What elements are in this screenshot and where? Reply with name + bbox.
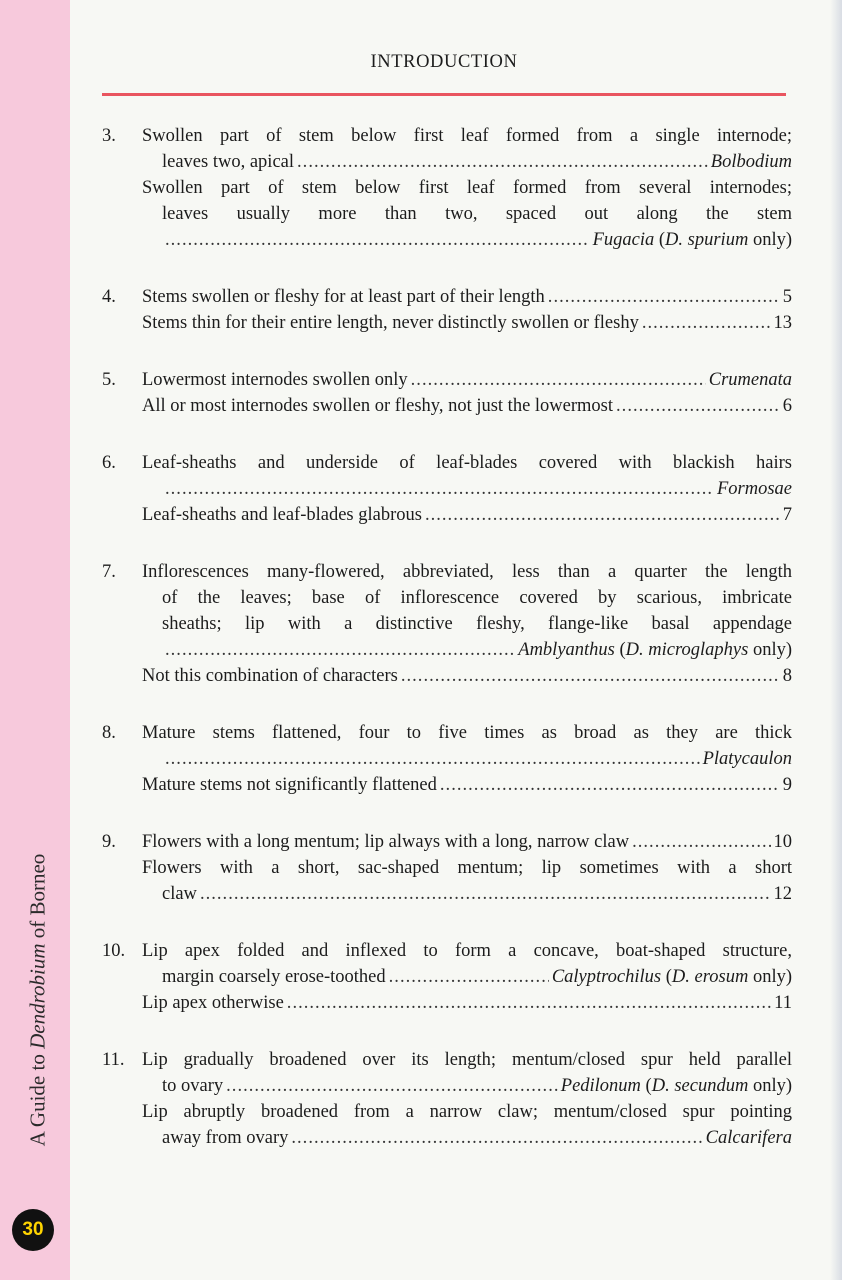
lead-line: [162, 1073, 792, 1099]
header-rule: [102, 93, 786, 96]
dot-leader: [440, 772, 780, 798]
lead-text: Flowers with a long mentum; lip always with a long, narrow claw: [142, 832, 630, 852]
lead-text: Mature stems not significantly flattened: [142, 775, 437, 795]
lead-result: [717, 476, 792, 502]
dot-leader: [411, 367, 706, 393]
lead-text: Not this combination of characters: [142, 666, 398, 686]
key-lead: [142, 1099, 792, 1151]
lead-text: leaves usually more than two, spaced out along the stem: [162, 204, 792, 224]
result-detail: (D. secundum only): [640, 1076, 792, 1096]
lead-line: [142, 938, 792, 964]
result-taxon: Calcarifera: [705, 1128, 792, 1148]
lead-result: [783, 502, 792, 528]
lead-result: [518, 637, 792, 663]
result-detail: 5: [782, 287, 792, 307]
key-couplet: [102, 559, 792, 689]
key-couplet: [102, 1047, 792, 1151]
result-detail: 10: [773, 832, 792, 852]
lead-text: leaves two, apical: [162, 152, 295, 172]
lead-line: [142, 393, 792, 419]
result-taxon: Formosae: [716, 479, 792, 499]
lead-result: [561, 1073, 792, 1099]
result-detail: 11: [774, 993, 792, 1013]
result-taxon: Platycaulon: [702, 749, 792, 769]
lead-text: Inflorescences many-flowered, abbreviated, less than a quarter the length: [142, 562, 792, 582]
lead-result: [783, 663, 792, 689]
dot-leader: [165, 476, 714, 502]
lead-line: [162, 611, 792, 637]
dot-leader: [632, 829, 770, 855]
result-taxon: Fugacia: [592, 230, 655, 250]
lead-text: Lowermost internodes swollen only: [142, 370, 408, 390]
lead-result: [774, 829, 793, 855]
lead-line: [162, 881, 792, 907]
result-detail: 8: [782, 666, 792, 686]
key-lead: [142, 938, 792, 990]
lead-line: [142, 1047, 792, 1073]
key-lead: [142, 855, 792, 907]
lead-line: [142, 175, 792, 201]
result-detail: 7: [782, 505, 792, 525]
lead-line: [162, 201, 792, 227]
page-number-badge: [12, 1209, 54, 1251]
lead-line: [162, 637, 792, 663]
lead-text: claw: [162, 884, 197, 904]
lead-line: [142, 450, 792, 476]
lead-result: [783, 284, 792, 310]
dot-leader: [389, 964, 549, 990]
lead-result: [783, 393, 792, 419]
couplet-number: 6.: [102, 453, 116, 473]
key-couplet: [102, 284, 792, 336]
lead-text: of the leaves; base of inflorescence covered by scarious, imbricate: [162, 588, 792, 608]
dot-leader: [425, 502, 780, 528]
key-couplet: [102, 720, 792, 798]
dot-leader: [642, 310, 771, 336]
key-couplet: [102, 938, 792, 1016]
dot-leader: [165, 746, 700, 772]
key-lead: [142, 829, 792, 855]
lead-line: [162, 1125, 792, 1151]
couplet-number: 5.: [102, 370, 116, 390]
dot-leader: [165, 227, 590, 253]
page-header: INTRODUCTION: [370, 52, 518, 72]
key-couplet: [102, 123, 792, 253]
couplet-number: 11.: [102, 1050, 125, 1070]
lead-result: [593, 227, 792, 253]
key-lead: [142, 367, 792, 393]
lead-text: Swollen part of stem below first leaf formed from several internodes;: [142, 178, 792, 198]
lead-text: margin coarsely erose-toothed: [162, 967, 386, 987]
lead-result: [774, 881, 793, 907]
lead-text: to ovary: [162, 1076, 224, 1096]
lead-line: [142, 310, 792, 336]
lead-text: Lip abruptly broadened from a narrow claw; mentum/closed spur pointing: [142, 1102, 792, 1122]
result-taxon: Amblyanthus: [518, 640, 615, 660]
key-lead: [142, 720, 792, 772]
lead-line: [162, 227, 792, 253]
key-lead: [142, 1047, 792, 1099]
lead-text: Stems thin for their entire length, never distinctly swollen or fleshy: [142, 313, 639, 333]
key-lead: [142, 772, 792, 798]
lead-line: [142, 284, 792, 310]
key-lead: [142, 559, 792, 663]
result-detail: (D. microglaphys only): [614, 640, 792, 660]
page-edge-shade: [830, 0, 842, 1280]
dot-leader: [165, 637, 515, 663]
result-detail: 12: [773, 884, 792, 904]
result-detail: 9: [782, 775, 792, 795]
lead-line: [162, 964, 792, 990]
lead-line: [142, 772, 792, 798]
lead-result: [552, 964, 792, 990]
couplet-number: 8.: [102, 723, 116, 743]
lead-text: sheaths; lip with a distinctive fleshy, flange-like basal appendage: [162, 614, 792, 634]
lead-result: [783, 772, 792, 798]
identification-key: [102, 123, 792, 1182]
couplet-number: 4.: [102, 287, 116, 307]
lead-line: [142, 502, 792, 528]
key-lead: [142, 393, 792, 419]
lead-line: [142, 829, 792, 855]
key-lead: [142, 502, 792, 528]
dot-leader: [616, 393, 780, 419]
page-number: 30: [22, 1219, 44, 1240]
lead-result: [774, 990, 792, 1016]
dot-leader: [297, 149, 708, 175]
lead-line: [142, 720, 792, 746]
result-taxon: Crumenata: [708, 370, 792, 390]
dot-leader: [226, 1073, 558, 1099]
result-detail: (D. spurium only): [654, 230, 792, 250]
key-lead: [142, 310, 792, 336]
result-detail: (D. erosum only): [661, 967, 792, 987]
lead-text: Flowers with a short, sac-shaped mentum; lip sometimes with a short: [142, 858, 792, 878]
result-taxon: Calyptrochilus: [551, 967, 662, 987]
dot-leader: [401, 663, 780, 689]
key-couplet: [102, 829, 792, 907]
lead-text: Leaf-sheaths and leaf-blades glabrous: [142, 505, 422, 525]
lead-text: All or most internodes swollen or fleshy, not just the lowermost: [142, 396, 614, 416]
lead-text: Stems swollen or fleshy for at least part of their length: [142, 287, 545, 307]
lead-result: [706, 1125, 792, 1151]
lead-line: [142, 367, 792, 393]
lead-line: [142, 663, 792, 689]
lead-line: [162, 585, 792, 611]
lead-line: [142, 855, 792, 881]
lead-line: [142, 559, 792, 585]
lead-line: [142, 1099, 792, 1125]
result-taxon: Pedilonum: [560, 1076, 641, 1096]
lead-result: [774, 310, 793, 336]
lead-text: away from ovary: [162, 1128, 289, 1148]
dot-leader: [200, 881, 771, 907]
lead-result: [703, 746, 792, 772]
lead-result: [711, 149, 792, 175]
dot-leader: [287, 990, 771, 1016]
lead-text: Swollen part of stem below first leaf formed from a single internode;: [142, 126, 792, 146]
dot-leader: [291, 1125, 702, 1151]
key-lead: [142, 175, 792, 253]
lead-line: [142, 123, 792, 149]
lead-text: Lip apex folded and inflexed to form a concave, boat-shaped structure,: [142, 941, 792, 961]
lead-line: [162, 746, 792, 772]
dot-leader: [548, 284, 780, 310]
key-lead: [142, 663, 792, 689]
key-lead: [142, 123, 792, 175]
lead-line: [142, 990, 792, 1016]
lead-text: Lip apex otherwise: [142, 993, 284, 1013]
running-book-title: A Guide to Dendrobium of Borneo: [25, 853, 50, 1147]
lead-text: Leaf-sheaths and underside of leaf-blades covered with blackish hairs: [142, 453, 792, 473]
lead-result: [709, 367, 792, 393]
lead-line: [162, 476, 792, 502]
couplet-number: 10.: [102, 941, 126, 961]
key-lead: [142, 284, 792, 310]
key-couplet: [102, 450, 792, 528]
lead-text: Lip gradually broadened over its length; mentum/closed spur held parallel: [142, 1050, 792, 1070]
couplet-number: 3.: [102, 126, 116, 146]
result-detail: 13: [773, 313, 792, 333]
key-couplet: [102, 367, 792, 419]
result-taxon: Bolbodium: [710, 152, 792, 172]
key-lead: [142, 990, 792, 1016]
couplet-number: 7.: [102, 562, 116, 582]
couplet-number: 9.: [102, 832, 116, 852]
key-lead: [142, 450, 792, 502]
lead-line: [162, 149, 792, 175]
result-detail: 6: [782, 396, 792, 416]
lead-text: Mature stems flattened, four to five times as broad as they are thick: [142, 723, 792, 743]
